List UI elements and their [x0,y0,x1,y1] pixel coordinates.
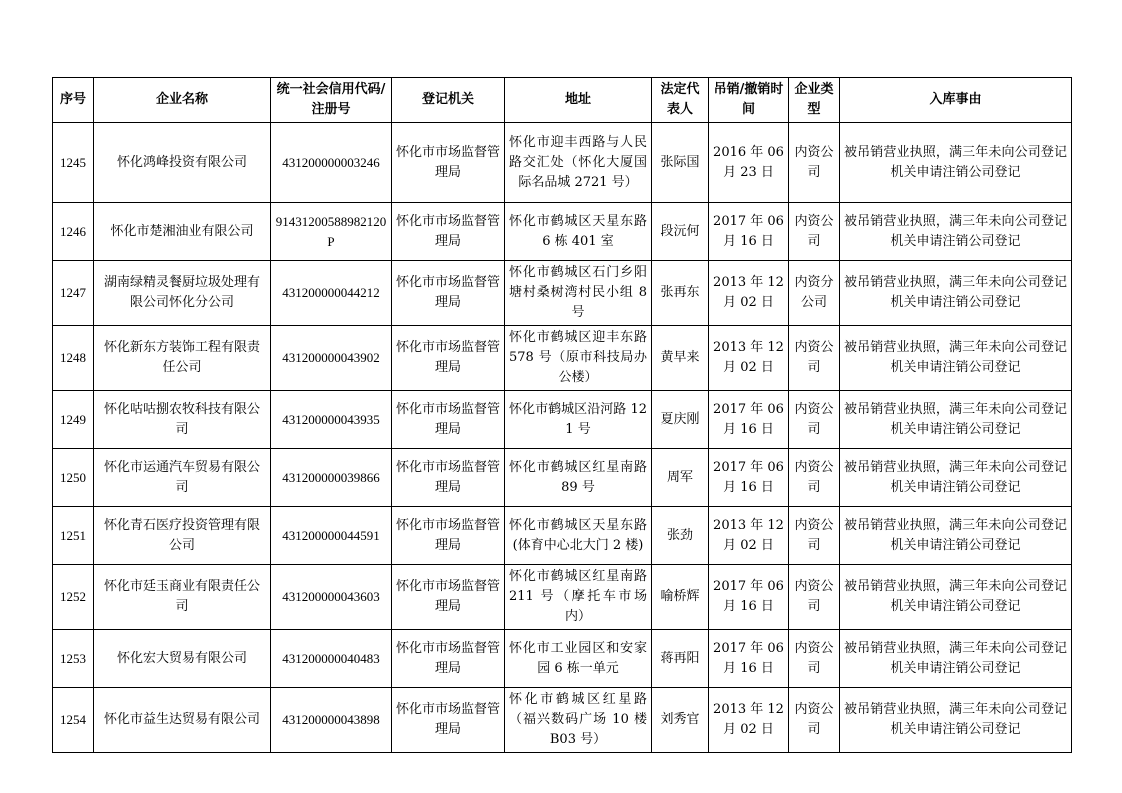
cell-reason: 被吊销营业执照，满三年未向公司登记机关申请注销公司登记 [840,449,1072,507]
cell-code: 431200000043902 [271,326,392,391]
cell-authority: 怀化市市场监督管理局 [392,326,505,391]
cell-address: 怀化市迎丰西路与人民路交汇处（怀化大厦国际名品城 2721 号） [505,123,652,203]
cell-address: 怀化市鹤城区石门乡阳塘村桑树湾村民小组 8 号 [505,261,652,326]
cell-address: 怀化市鹤城区天星东路 6 栋 401 室 [505,203,652,261]
cell-address: 怀化市鹤城区红星南路 89 号 [505,449,652,507]
cell-name: 怀化市楚湘油业有限公司 [94,203,271,261]
cell-code: 431200000044212 [271,261,392,326]
cell-type: 内资公司 [789,565,840,630]
cell-authority: 怀化市市场监督管理局 [392,630,505,688]
cell-legal-rep: 张际国 [652,123,709,203]
cell-reason: 被吊销营业执照，满三年未向公司登记机关申请注销公司登记 [840,123,1072,203]
cell-revoke-time: 2013 年 12 月 02 日 [709,688,789,753]
cell-legal-rep: 夏庆刚 [652,391,709,449]
cell-revoke-time: 2017 年 06 月 16 日 [709,630,789,688]
header-name: 企业名称 [94,78,271,123]
cell-address: 怀化市鹤城区红星路（福兴数码广场 10 楼 B03 号） [505,688,652,753]
table-row [53,261,1072,326]
table-row [53,630,1072,688]
table-row [53,507,1072,565]
cell-code: 431200000043898 [271,688,392,753]
cell-name: 怀化青石医疗投资管理有限公司 [94,507,271,565]
header-reason: 入库事由 [840,78,1072,123]
cell-name: 怀化宏大贸易有限公司 [94,630,271,688]
cell-seq: 1250 [53,449,94,507]
cell-code: 431200000044591 [271,507,392,565]
cell-legal-rep: 张劲 [652,507,709,565]
cell-type: 内资分公司 [789,261,840,326]
cell-reason: 被吊销营业执照，满三年未向公司登记机关申请注销公司登记 [840,688,1072,753]
cell-authority: 怀化市市场监督管理局 [392,261,505,326]
cell-code: 431200000003246 [271,123,392,203]
header-code: 统一社会信用代码/注册号 [271,78,392,123]
cell-code: 91431200588982120P [271,203,392,261]
cell-revoke-time: 2017 年 06 月 16 日 [709,449,789,507]
cell-reason: 被吊销营业执照，满三年未向公司登记机关申请注销公司登记 [840,326,1072,391]
cell-legal-rep: 黄早来 [652,326,709,391]
cell-legal-rep: 张再东 [652,261,709,326]
cell-type: 内资公司 [789,688,840,753]
cell-reason: 被吊销营业执照，满三年未向公司登记机关申请注销公司登记 [840,630,1072,688]
cell-code: 431200000043603 [271,565,392,630]
cell-address: 怀化市鹤城区沿河路 121 号 [505,391,652,449]
cell-authority: 怀化市市场监督管理局 [392,203,505,261]
table-row [53,123,1072,203]
cell-reason: 被吊销营业执照，满三年未向公司登记机关申请注销公司登记 [840,391,1072,449]
cell-legal-rep: 喻桥辉 [652,565,709,630]
table-row [53,565,1072,630]
cell-type: 内资公司 [789,630,840,688]
cell-legal-rep: 蒋再阳 [652,630,709,688]
cell-reason: 被吊销营业执照，满三年未向公司登记机关申请注销公司登记 [840,261,1072,326]
cell-authority: 怀化市市场监督管理局 [392,449,505,507]
cell-code: 431200000043935 [271,391,392,449]
cell-name: 湖南绿精灵餐厨垃圾处理有限公司怀化分公司 [94,261,271,326]
header-revoke-time: 吊销/撤销时间 [709,78,789,123]
cell-type: 内资公司 [789,507,840,565]
table-row [53,203,1072,261]
cell-code: 431200000039866 [271,449,392,507]
cell-name: 怀化市益生达贸易有限公司 [94,688,271,753]
cell-address: 怀化市鹤城区红星南路 211 号（摩托车市场内） [505,565,652,630]
revoked-companies-table [52,77,1072,753]
cell-revoke-time: 2016 年 06 月 23 日 [709,123,789,203]
cell-type: 内资公司 [789,123,840,203]
header-address: 地址 [505,78,652,123]
cell-revoke-time: 2017 年 06 月 16 日 [709,391,789,449]
table-row [53,449,1072,507]
cell-reason: 被吊销营业执照，满三年未向公司登记机关申请注销公司登记 [840,203,1072,261]
cell-name: 怀化市运通汽车贸易有限公司 [94,449,271,507]
cell-seq: 1249 [53,391,94,449]
cell-type: 内资公司 [789,326,840,391]
cell-revoke-time: 2013 年 12 月 02 日 [709,261,789,326]
cell-reason: 被吊销营业执照，满三年未向公司登记机关申请注销公司登记 [840,507,1072,565]
cell-seq: 1246 [53,203,94,261]
cell-seq: 1245 [53,123,94,203]
cell-name: 怀化市廷玉商业有限责任公司 [94,565,271,630]
table-row [53,326,1072,391]
header-seq: 序号 [53,78,94,123]
cell-seq: 1247 [53,261,94,326]
cell-legal-rep: 周军 [652,449,709,507]
cell-authority: 怀化市市场监督管理局 [392,688,505,753]
table-row [53,688,1072,753]
cell-seq: 1253 [53,630,94,688]
cell-address: 怀化市工业园区和安家园 6 栋一单元 [505,630,652,688]
cell-authority: 怀化市市场监督管理局 [392,565,505,630]
header-authority: 登记机关 [392,78,505,123]
cell-seq: 1254 [53,688,94,753]
cell-address: 怀化市鹤城区迎丰东路 578 号（原市科技局办公楼） [505,326,652,391]
cell-seq: 1251 [53,507,94,565]
cell-name: 怀化新东方装饰工程有限责任公司 [94,326,271,391]
header-row [53,78,1072,123]
cell-name: 怀化鸿峰投资有限公司 [94,123,271,203]
cell-revoke-time: 2013 年 12 月 02 日 [709,507,789,565]
cell-name: 怀化咕咕捌农牧科技有限公司 [94,391,271,449]
cell-seq: 1248 [53,326,94,391]
cell-code: 431200000040483 [271,630,392,688]
cell-legal-rep: 段沅何 [652,203,709,261]
cell-seq: 1252 [53,565,94,630]
cell-legal-rep: 刘秀官 [652,688,709,753]
cell-revoke-time: 2013 年 12 月 02 日 [709,326,789,391]
cell-authority: 怀化市市场监督管理局 [392,123,505,203]
cell-authority: 怀化市市场监督管理局 [392,507,505,565]
header-type: 企业类型 [789,78,840,123]
table-row [53,391,1072,449]
cell-revoke-time: 2017 年 06 月 16 日 [709,565,789,630]
cell-reason: 被吊销营业执照，满三年未向公司登记机关申请注销公司登记 [840,565,1072,630]
cell-revoke-time: 2017 年 06 月 16 日 [709,203,789,261]
cell-authority: 怀化市市场监督管理局 [392,391,505,449]
cell-address: 怀化市鹤城区天星东路(体育中心北大门 2 楼) [505,507,652,565]
cell-type: 内资公司 [789,203,840,261]
cell-type: 内资公司 [789,449,840,507]
header-legal-rep: 法定代表人 [652,78,709,123]
cell-type: 内资公司 [789,391,840,449]
